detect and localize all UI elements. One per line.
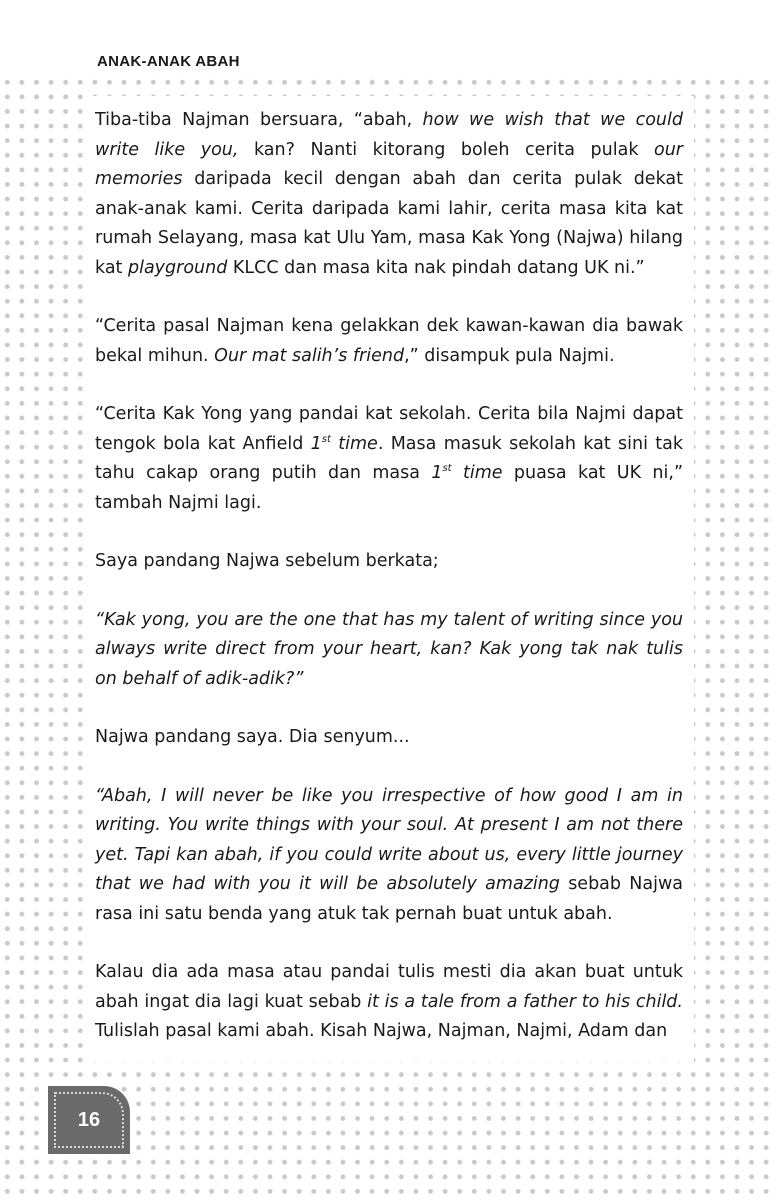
paragraph (95, 312, 683, 371)
paragraph (95, 106, 683, 283)
page-number: 16 (77, 1108, 101, 1131)
italic-text: 1 (310, 433, 322, 454)
text-span: Kalau dia ada masa atau pandai tulis mesti dia akan buat untuk abah ingat dia lagi kuat sebab (95, 962, 683, 1012)
paragraph (95, 958, 683, 1047)
text-span: Saya pandang Najwa sebelum berkata; (95, 551, 439, 571)
text-span: Tulislah pasal kami abah. Kisah Najwa, Najman, Najmi, Adam dan (95, 1021, 668, 1041)
text-span: Najwa pandang saya. Dia senyum... (95, 727, 410, 747)
italic-text: our memories (95, 139, 683, 189)
italic-text: time (330, 433, 378, 454)
italic-text: it is a tale from a father to his child. (367, 991, 683, 1012)
text-span: KLCC dan masa kita nak pindah datang UK ni.” (227, 257, 645, 278)
text-span: puasa kat UK ni,” tambah Najmi lagi. (95, 463, 684, 513)
body-text-block (85, 96, 694, 1062)
italic-text: Our mat salih’s friend (214, 345, 405, 366)
text-span: Tiba-tiba Najman bersuara, “abah, (95, 110, 423, 130)
page-number-tab (48, 1086, 130, 1154)
text-span: “Cerita pasal Najman kena gelakkan dek kawan-kawan dia bawak bekal mihun. (95, 316, 683, 366)
text-span: daripada kecil dengan abah dan cerita pulak dekat anak-anak kami. Cerita daripada kami lahir, cerita masa kita kat rumah Selayang, masa kat Ulu Yam, masa Kak Yong (Najwa) hilang kat (95, 169, 683, 278)
italic-text: playground (127, 257, 228, 278)
text-span: “Cerita Kak Yong yang pandai kat sekolah. Cerita bila Najmi dapat tengok bola kat Anfield (95, 404, 683, 454)
text-span: ,” disampuk pula Najmi. (404, 345, 615, 366)
italic-text: “Kak yong, you are the one that has my talent of writing since you always write direct from your heart, kan? Kak yong tak nak tulis on behalf of adik-adik?” (95, 609, 683, 689)
header-strip (0, 0, 776, 74)
paragraph (95, 723, 683, 753)
superscript-text: st (442, 463, 452, 475)
running-head: ANAK-ANAK ABAH (97, 53, 240, 70)
paragraph (95, 606, 683, 695)
page-number-tab-inner (54, 1092, 124, 1148)
superscript-text: st (321, 433, 331, 445)
italic-text: “Abah, I will never be like you irrespective of how good I am in writing. You write things with your soul. At present I am not there yet. Tapi kan abah, if you could write about us, every little journey that we had with you it will be absolutely amazing (95, 785, 683, 894)
paragraph (95, 782, 683, 930)
italic-text: how we wish that we could write like you, (95, 110, 683, 160)
text-span: . Masa masuk sekolah kat sini tak tahu cakap orang putih dan masa (95, 433, 684, 483)
text-span: kan? Nanti kitorang boleh cerita pulak (238, 139, 654, 160)
paragraph (95, 547, 683, 577)
text-span: sebab Najwa rasa ini satu benda yang atuk tak pernah buat untuk abah. (95, 874, 683, 924)
paragraph (95, 400, 683, 518)
italic-text: 1 (431, 463, 443, 483)
italic-text: time (451, 463, 503, 483)
